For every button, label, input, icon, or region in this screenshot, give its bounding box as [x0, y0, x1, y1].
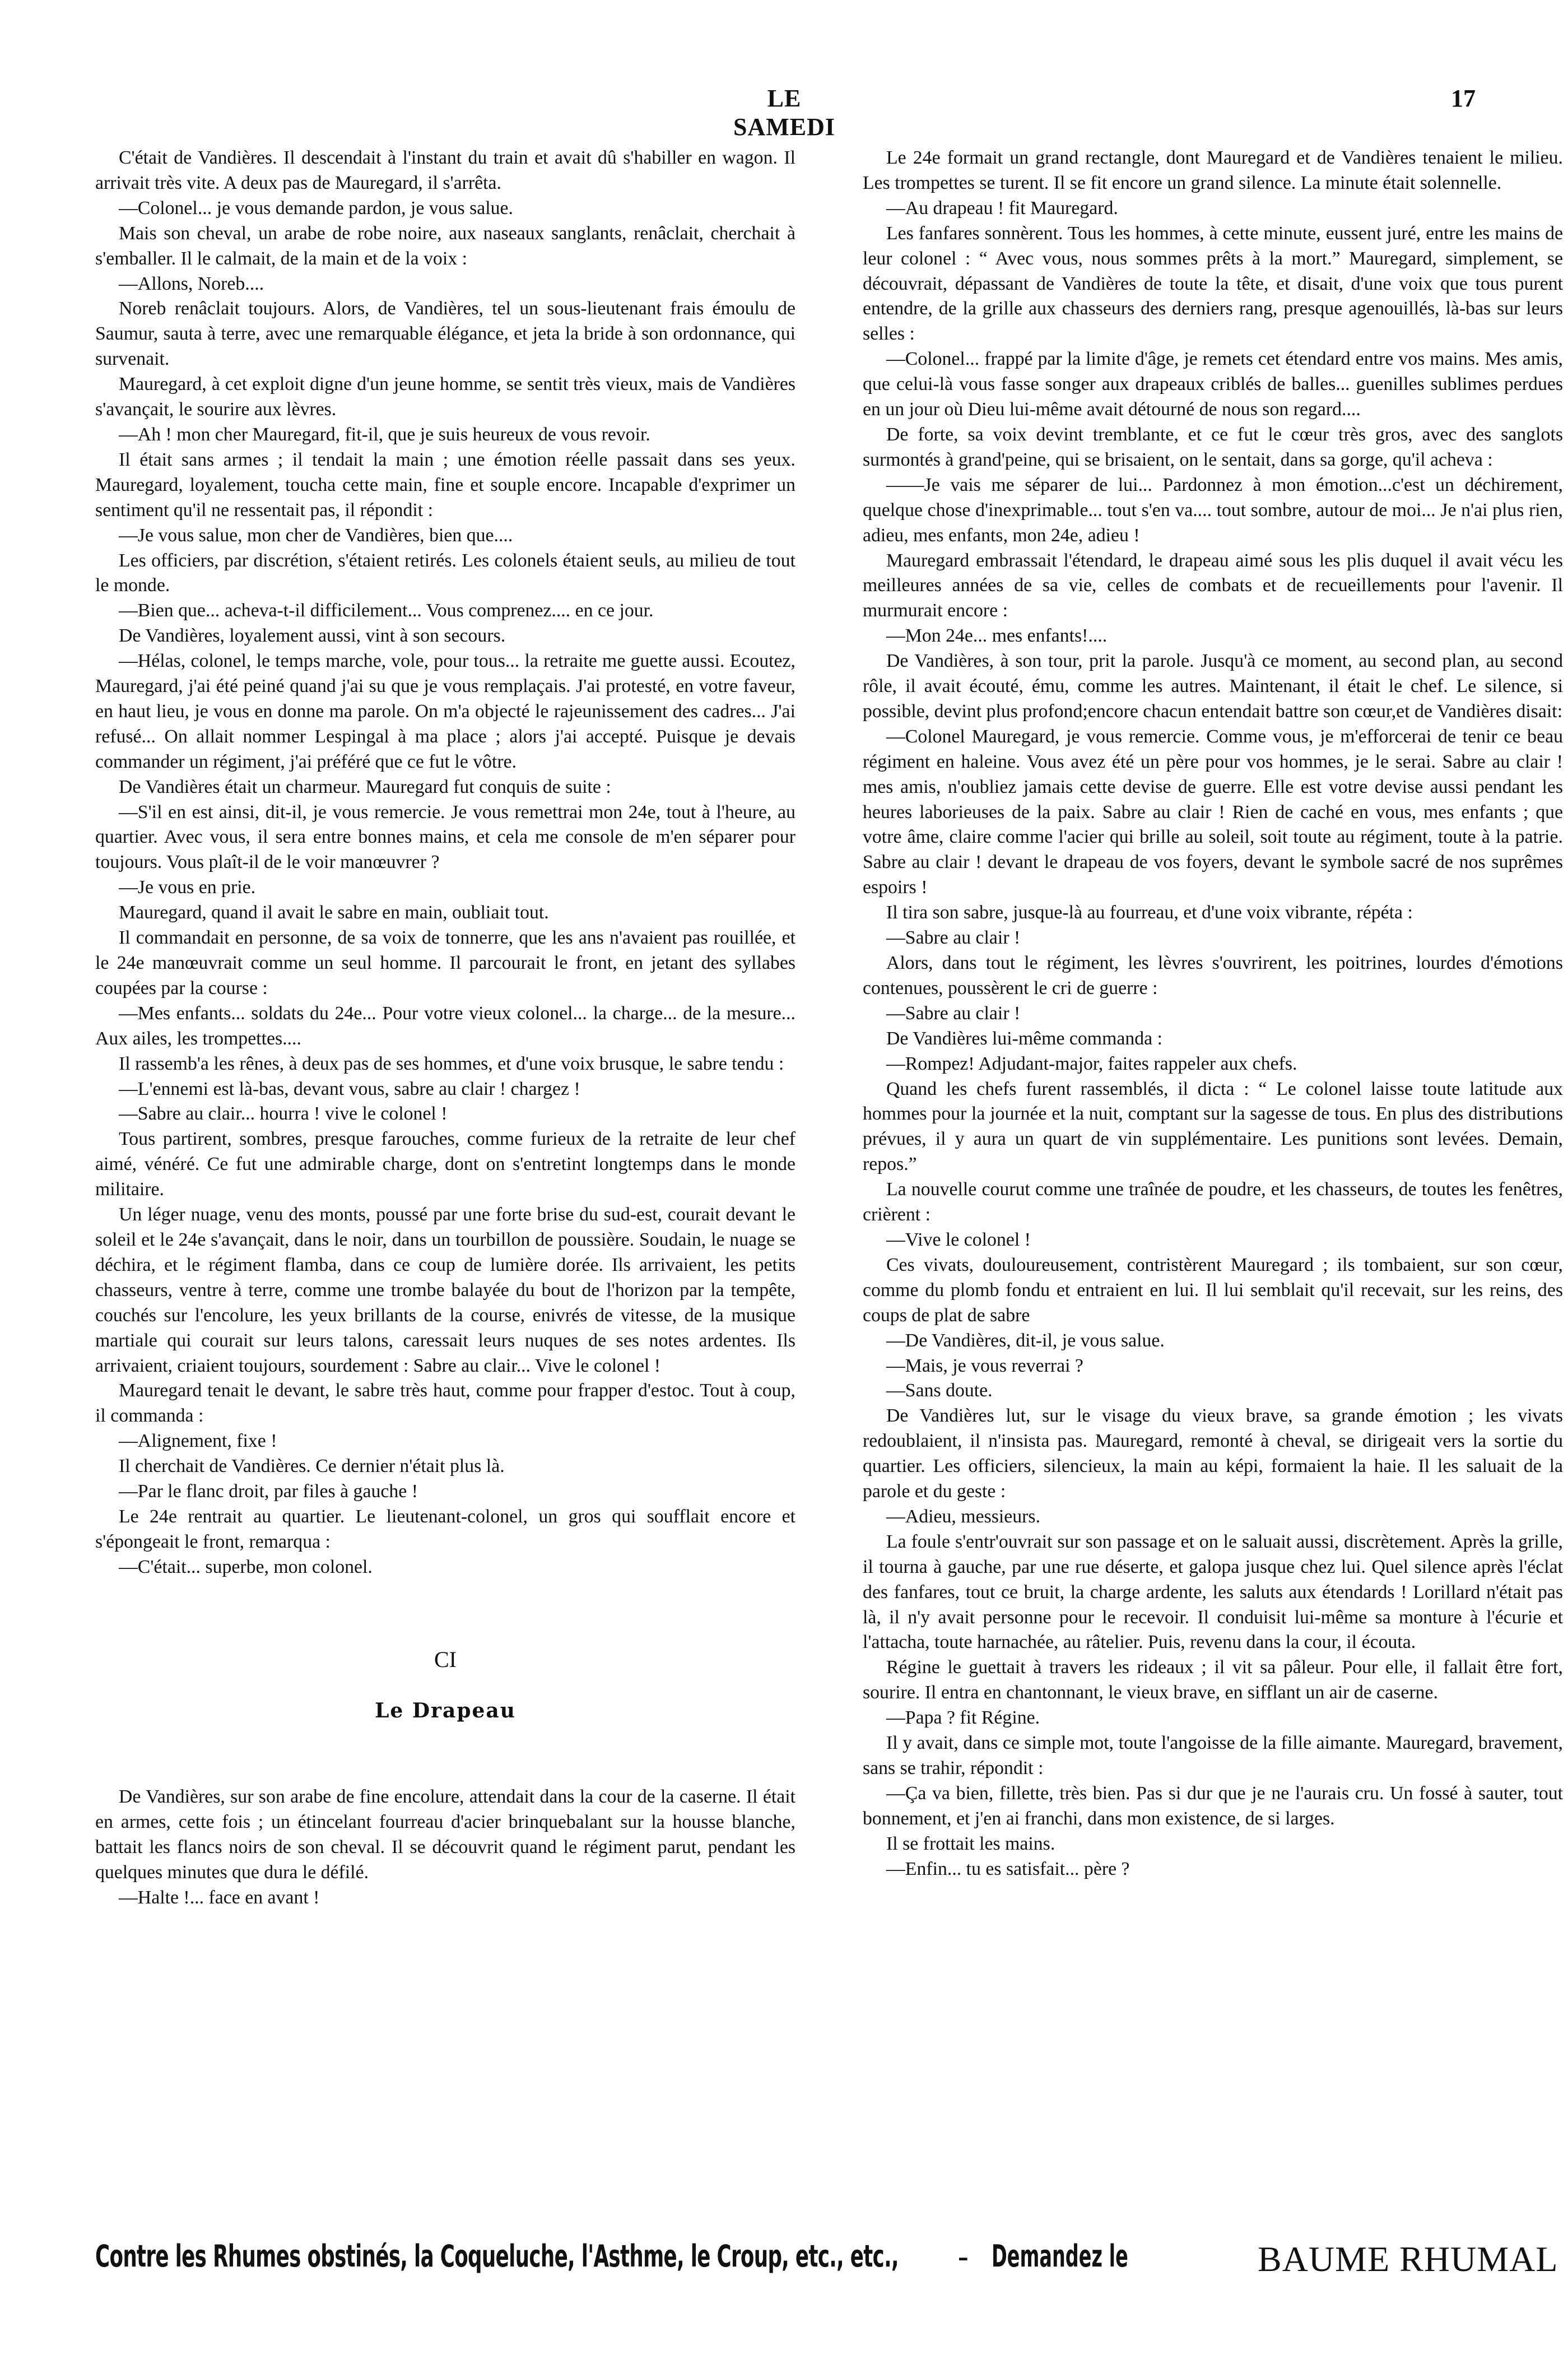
- paragraph: —Ça va bien, fillette, très bien. Pas si dur que je ne l'aurais cru. Un fossé à sauter, tout bonnement, et j'en ai franchi, dans mon existence, de si larges.: [863, 1782, 1563, 1829]
- paragraph: Noreb renâclait toujours. Alors, de Vandières, tel un sous-lieutenant frais émoulu de Saumur, sauta à terre, avec une remarquable élégance, et jeta la bride à son ordonnance, qui survenait.: [95, 298, 795, 370]
- paragraph: Le 24e formait un grand rectangle, dont Mauregard et de Vandières tenaient le milieu. Les trompettes se turent. Il se fit encore un grand silence. La minute était solennelle.: [863, 147, 1563, 193]
- section-title: Le Drapeau: [375, 1698, 516, 1722]
- paragraph: —C'était... superbe, mon colonel.: [119, 1556, 373, 1577]
- paragraph: —Alignement, fixe !: [119, 1431, 277, 1452]
- paragraph: —Mon 24e... mes enfants!....: [886, 625, 1108, 647]
- paragraph: —Sans doute.: [886, 1380, 993, 1401]
- paragraph: Mais son cheval, un arabe de robe noire, aux naseaux sanglants, renâclait, cherchait à s'emballer. Il le calmait, de la main et de la voix :: [95, 222, 795, 269]
- paragraph: —Bien que... acheva-t-il difficilement... Vous comprenez.... en ce jour.: [119, 600, 654, 621]
- paragraph: C'était de Vandières. Il descendait à l'instant du train et avait dû s'habiller en wagon. Il arrivait très vite. A deux pas de Mauregard, il s'arrêta.: [95, 147, 795, 193]
- right-column: [863, 146, 1563, 1882]
- paragraph: Ces vivats, douloureusement, contristèrent Mauregard ; ils tombaient, sur son cœur, comme du plomb fondu et entraient en lui. Il lui semblait qu'il recevait, sur les reins, des coups de plat de sabre: [863, 1254, 1563, 1326]
- journal-title: LE SAMEDI: [733, 85, 836, 141]
- ad-dash: -: [958, 2239, 969, 2274]
- paragraph: De Vandières était un charmeur. Mauregard fut conquis de suite :: [119, 776, 611, 797]
- paragraph: —Halte !... face en avant !: [119, 1887, 320, 1908]
- paragraph: —L'ennemi est là-bas, devant vous, sabre au clair ! chargez !: [119, 1078, 580, 1099]
- paragraph: Les officiers, par discrétion, s'étaient retirés. Les colonels étaient seuls, au milieu de tout le monde.: [95, 550, 795, 596]
- paragraph: Il était sans armes ; il tendait la main ; une émotion réelle passait dans ses yeux. Mauregard, loyalement, toucha cette main, fine et souple encore. Incapable d'exprimer un sentiment qu'il ne ressentait pas, il répondit :: [95, 449, 795, 521]
- paragraph: Mauregard embrassait l'étendard, le drapeau aimé sous les plis duquel il avait vécu les meilleures années de sa vie, celles de combats et de recueillements pour l'avenir. Il murmurait encore :: [863, 550, 1563, 621]
- page-number: 17: [1451, 85, 1476, 112]
- paragraph: —Hélas, colonel, le temps marche, vole, pour tous... la retraite me guette aussi. Ecoutez, Mauregard, j'ai été peiné quand j'ai su que je vous remplaçais. J'ai protesté, en votre faveur, en haut lieu, je vous en donne ma parole. On m'a objecté le rajeunissement des cadres... J'ai refusé... On allait nommer Lespingal à ma place ; alors j'ai accepté. Puisque je devais commander un régiment, j'ai préféré que ce fut le vôtre.: [95, 651, 795, 772]
- paragraph: —De Vandières, dit-il, je vous salue.: [886, 1330, 1165, 1351]
- paragraph: —Sabre au clair !: [886, 927, 1021, 949]
- paragraph: De Vandières lui-même commanda :: [886, 1028, 1163, 1049]
- left-paragraphs-after: [95, 1785, 795, 1911]
- paragraph: Quand les chefs furent rassemblés, il dicta : “ Le colonel laisse toute latitude aux hommes pour la journée et la nuit, comptant sur la sagesse de tous. En plus des distributions prévues, il y aura un quart de vin supplémentaire. Les punitions sont levées. Demain, repos.”: [863, 1078, 1563, 1175]
- paragraph: —Adieu, messieurs.: [886, 1506, 1041, 1527]
- paragraph: Alors, dans tout le régiment, les lèvres s'ouvrirent, les poitrines, lourdes d'émotions contenues, poussèrent le cri de guerre :: [863, 953, 1563, 999]
- paragraph: —Rompez! Adjudant-major, faites rappeler aux chefs.: [886, 1053, 1297, 1074]
- paragraph: Mauregard tenait le devant, le sabre très haut, comme pour frapper d'estoc. Tout à coup, il commanda :: [95, 1380, 795, 1427]
- paragraph: De Vandières, sur son arabe de fine encolure, attendait dans la cour de la caserne. Il était en armes, cette fois ; un étincelant fourreau d'acier brinquebalant sur la housse blanche, battait les flancs noirs de son cheval. Il se découvrit quand le régiment parut, pendant les quelques minutes que dura le défilé.: [95, 1786, 795, 1883]
- paragraph: Un léger nuage, venu des monts, poussé par une forte brise du sud-est, courait devant le soleil et le 24e s'avançait, dans le noir, dans un tourbillon de poussière. Soudain, le nuage se déchira, et le régiment flamba, dans ce coup de lumière dorée. Ils arrivaient, les petits chasseurs, ventre à terre, comme une trombe balayée du bout de l'horizon par la tempête, couchés sur l'encolure, les yeux brillants de la course, enivrés de vitesse, de la musique martiale qui courait sur leurs talons, caressait leurs nuques de ses notes ardentes. Ils arrivaient, criaient toujours, sourdement : Sabre au clair... Vive le colonel !: [95, 1204, 795, 1376]
- advertisement-footer: [95, 2239, 1558, 2283]
- paragraph: —Vive le colonel !: [886, 1229, 1031, 1250]
- paragraph: Tous partirent, sombres, presque farouches, comme furieux de la retraite de leur chef aimé, vénéré. Ce fut une admirable charge, dont on s'entretint longtemps dans le monde militaire.: [95, 1129, 795, 1200]
- paragraph: La nouvelle courut comme une traînée de poudre, et les chasseurs, de toutes les fenêtres, crièrent :: [863, 1179, 1563, 1225]
- paragraph: —Ah ! mon cher Mauregard, fit-il, que je suis heureux de vous revoir.: [119, 424, 650, 445]
- paragraph: —Papa ? fit Régine.: [886, 1707, 1040, 1729]
- section-number: CI: [434, 1646, 457, 1672]
- paragraph: De forte, sa voix devint tremblante, et ce fut le cœur très gros, avec des sanglots surmontés à grand'peine, qui se brisaient, on le sentait, dans sa gorge, qu'il acheva :: [863, 424, 1563, 470]
- paragraph: —Je vous salue, mon cher de Vandières, bien que....: [119, 524, 513, 546]
- page-header: [0, 84, 1568, 141]
- paragraph: Il cherchait de Vandières. Ce dernier n'était plus là.: [119, 1456, 505, 1477]
- ad-middle-text: Demandez le: [992, 2239, 1128, 2274]
- paragraph: —Sabre au clair... hourra ! vive le colonel !: [119, 1103, 448, 1125]
- ad-product-name: BAUME RHUMAL: [1258, 2239, 1558, 2279]
- right-paragraphs: [863, 146, 1563, 1882]
- paragraph: Il tira son sabre, jusque-là au fourreau, et d'une voix vibrante, répéta :: [886, 902, 1413, 923]
- paragraph: Les fanfares sonnèrent. Tous les hommes, à cette minute, eussent juré, entre les mains de leur colonel : “ Avec vous, nous sommes prêts à la mort.” Mauregard, simplement, se découvrait, dépassant de Vandières de toute la tête, et disait, d'une voix que tous purent entendre, de la grille aux chasseurs des derniers rang, presque agenouillés, là-bas sur leurs selles :: [863, 222, 1563, 345]
- paragraph: Il y avait, dans ce simple mot, toute l'angoisse de la fille aimante. Mauregard, bravement, sans se trahir, répondit :: [863, 1733, 1563, 1778]
- paragraph: —Allons, Noreb....: [119, 273, 264, 294]
- paragraph: —Colonel Mauregard, je vous remercie. Comme vous, je m'efforcerai de tenir ce beau régiment en haleine. Vous avez été un père pour vos hommes, je le serai. Sabre au clair ! mes amis, n'oubliez jamais cette devise de guerre. Elle est votre devise aussi pendant les heures laborieuses de la paix. Sabre au clair ! Rien de caché en vous, mes enfants ; que votre âme, claire comme l'acier qui brille au soleil, soit toute au régiment, toute à la patrie. Sabre au clair ! devant le drapeau de vos foyers, devant le symbole sacré de nos suprêmes espoirs !: [863, 726, 1563, 898]
- paragraph: De Vandières, à son tour, prit la parole. Jusqu'à ce moment, au second plan, au second rôle, il avait écouté, ému, comme les autres. Maintenant, il était le chef. Le silence, si possible, devint plus profond;encore chacun entendait battre son cœur,et de Vandières disait:: [863, 651, 1563, 722]
- paragraph: ——Je vais me séparer de lui... Pardonnez à mon émotion...c'est un déchirement, quelque chose d'inexprimable... tout s'en va.... tout sombre, autour de moi... Je n'ai plus rien, adieu, mes enfants, mon 24e, adieu !: [863, 474, 1563, 546]
- left-column: [95, 146, 795, 1911]
- paragraph: Il rassemb'a les rênes, à deux pas de ses hommes, et d'une voix brusque, le sabre tendu :: [119, 1053, 784, 1074]
- paragraph: Mauregard, à cet exploit digne d'un jeune homme, se sentit très vieux, mais de Vandières s'avançait, le sourire aux lèvres.: [95, 374, 795, 420]
- paragraph: —Colonel... je vous demande pardon, je vous salue.: [119, 197, 513, 219]
- paragraph: Il se frottait les mains.: [886, 1833, 1055, 1854]
- paragraph: La foule s'entr'ouvrait sur son passage et on le saluait aussi, discrètement. Après la grille, il tourna à gauche, par une rue déserte, et galopa jusque chez lui. Quel silence après l'éclat des fanfares, tout ce bruit, la charge ardente, les saluts aux étendards ! Lorillard n'était pas là, il n'y avait personne pour le recevoir. Il conduisit lui-même sa monture à l'écurie et l'attacha, toute harnachée, au râtelier. Puis, revenu dans la cour, il écouta.: [863, 1531, 1563, 1653]
- paragraph: —S'il en est ainsi, dit-il, je vous remercie. Je vous remettrai mon 24e, tout à l'heure, au quartier. Avec vous, il sera entre bonnes mains, et cela me console de m'en séparer pour toujours. Vous plaît-il de le voir manœuvrer ?: [95, 801, 795, 873]
- paragraph: De Vandières, loyalement aussi, vint à son secours.: [119, 625, 506, 647]
- ad-left-text: Contre les Rhumes obstinés, la Coqueluche, l'Asthme, le Croup, etc., etc.,: [95, 2239, 899, 2274]
- paragraph: —Mes enfants... soldats du 24e... Pour votre vieux colonel... la charge... de la mesure... Aux ailes, les trompettes....: [95, 1002, 795, 1049]
- paragraph: —Enfin... tu es satisfait... père ?: [886, 1858, 1130, 1879]
- paragraph: Régine le guettait à travers les rideaux ; il vit sa pâleur. Pour elle, il fallait être fort, sourire. Il entra en chantonnant, le vieux brave, en sifflant un air de caserne.: [863, 1657, 1563, 1703]
- paragraph: —Mais, je vous reverrai ?: [886, 1355, 1083, 1376]
- paragraph: —Colonel... frappé par la limite d'âge, je remets cet étendard entre vos mains. Mes amis, que celui-là vous fasse songer aux drapeaux criblés de balles... guenilles sublimes perdues en un jour où Dieu lui-même avait détourné de nous son regard....: [863, 349, 1563, 420]
- paragraph: Mauregard, quand il avait le sabre en main, oubliait tout.: [119, 902, 549, 923]
- paragraph: —Par le flanc droit, par files à gauche !: [119, 1481, 418, 1502]
- paragraph: Le 24e rentrait au quartier. Le lieutenant-colonel, un gros qui soufflait encore et s'épongeait le front, remarqua :: [95, 1506, 795, 1552]
- paragraph: Il commandait en personne, de sa voix de tonnerre, que les ans n'avaient pas rouillée, et le 24e manœuvrait comme un seul homme. Il parcourait le front, en jetant des syllabes coupées par la course :: [95, 927, 795, 999]
- paragraph: —Sabre au clair !: [886, 1002, 1021, 1024]
- paragraph: De Vandières lut, sur le visage du vieux brave, sa grande émotion ; les vivats redoublaient, il n'insista pas. Mauregard, remonté à cheval, se dirigeait vers la sortie du quartier. Les officiers, silencieux, la main au képi, formaient la haie. Il les saluait de la parole et du geste :: [863, 1405, 1563, 1502]
- left-paragraphs: [95, 146, 795, 1580]
- paragraph: —Je vous en prie.: [119, 877, 256, 898]
- paragraph: —Au drapeau ! fit Mauregard.: [886, 197, 1118, 219]
